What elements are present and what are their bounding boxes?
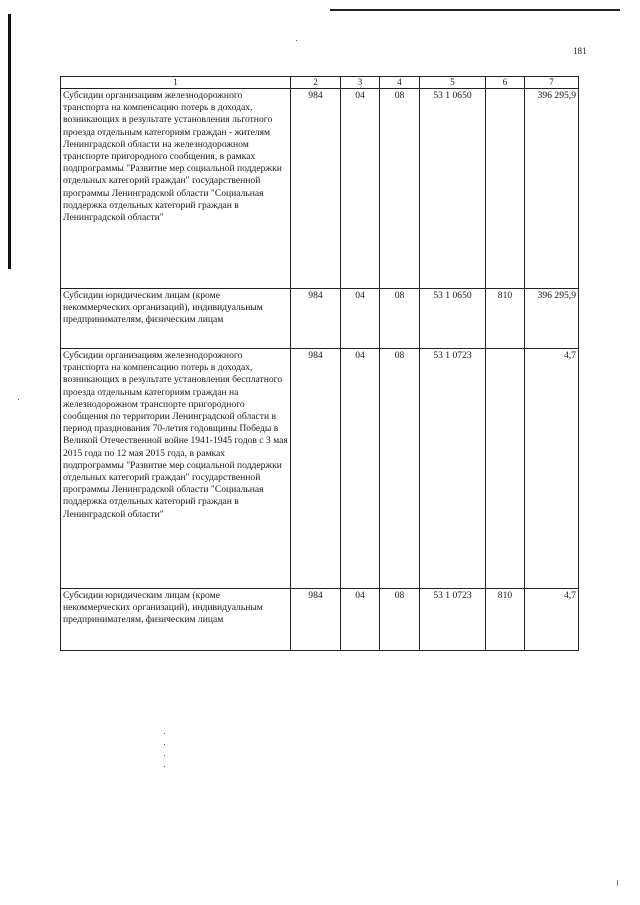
row-amount: 396 295,9: [525, 89, 579, 289]
table-row: [61, 349, 579, 589]
scan-speck: [18, 399, 19, 400]
row-target-code: 53 1 0723: [420, 349, 486, 589]
header-cell: 6: [486, 77, 525, 89]
row-description: Субсидии организациям железнодорожного транспорта на компенсацию потерь в доходах, возникающих в результате установления бесплатного проезда отдельным категориям граждан на железнодорожном транспорте пригородного сообщения по территории Ленинградской области в период празднования 70-летия годовщины Победы в Великой Отечественной войне 1941-1945 годов с 3 мая 2015 года по 12 мая 2015 года, в рамках подпрограммы "Развитие мер социальной поддержки отдельных категорий граждан" государственной программы Ленинградской области "Социальная поддержка отдельных категорий граждан в Ленинградской области": [61, 349, 291, 589]
scan-speck: [164, 755, 165, 756]
scan-speck: [164, 766, 165, 767]
scan-edge-mark: [617, 880, 618, 886]
row-subsection-code: 08: [380, 89, 420, 289]
header-cell: 5: [420, 77, 486, 89]
row-amount: 4,7: [525, 589, 579, 651]
scan-top-line: [330, 9, 620, 11]
row-subsection-code: 08: [380, 349, 420, 589]
row-section-code: 04: [341, 289, 380, 349]
row-expense-type: [486, 349, 525, 589]
row-amount: 4,7: [525, 349, 579, 589]
header-cell: 7: [525, 77, 579, 89]
row-description: Субсидии юридическим лицам (кроме некоммерческих организаций), индивидуальным предпринимателям, физическим лицам: [61, 289, 291, 349]
row-expense-type: [486, 89, 525, 289]
table-header-row: [61, 77, 579, 89]
row-expense-type: 810: [486, 289, 525, 349]
row-description: Субсидии юридическим лицам (кроме некоммерческих организаций), индивидуальным предпринимателям, физическим лицам: [61, 589, 291, 651]
row-section-code: 04: [341, 89, 380, 289]
row-subsection-code: 08: [380, 289, 420, 349]
page-number: 181: [573, 46, 587, 56]
scan-edge-mark: [8, 14, 11, 269]
scan-speck: [164, 733, 165, 734]
scan-speck: [296, 40, 297, 41]
row-subsection-code: 08: [380, 589, 420, 651]
row-description: Субсидии организациям железнодорожного транспорта на компенсацию потерь в доходах, возникающих в результате установления льготного проезда отдельным категориям граждан - жителям Ленинградской области на железнодорожном транспорте пригородного сообщения, в рамках подпрограммы "Развитие мер социальной поддержки отдельных категорий граждан" государственной программы Ленинградской области "Социальная поддержка отдельных категорий граждан в Ленинградской области": [61, 89, 291, 289]
header-cell: 1: [61, 77, 291, 89]
header-cell: 3: [341, 77, 380, 89]
row-ministry-code: 984: [291, 289, 341, 349]
row-target-code: 53 1 0723: [420, 589, 486, 651]
row-ministry-code: 984: [291, 349, 341, 589]
budget-table: [60, 76, 579, 651]
row-expense-type: 810: [486, 589, 525, 651]
table-row: [61, 289, 579, 349]
header-cell: 4: [380, 77, 420, 89]
row-section-code: 04: [341, 349, 380, 589]
row-section-code: 04: [341, 589, 380, 651]
row-ministry-code: 984: [291, 89, 341, 289]
row-target-code: 53 1 0650: [420, 289, 486, 349]
header-cell: 2: [291, 77, 341, 89]
table-row: [61, 589, 579, 651]
row-target-code: 53 1 0650: [420, 89, 486, 289]
row-ministry-code: 984: [291, 589, 341, 651]
table-row: [61, 89, 579, 289]
scan-speck: [164, 744, 165, 745]
row-amount: 396 295,9: [525, 289, 579, 349]
